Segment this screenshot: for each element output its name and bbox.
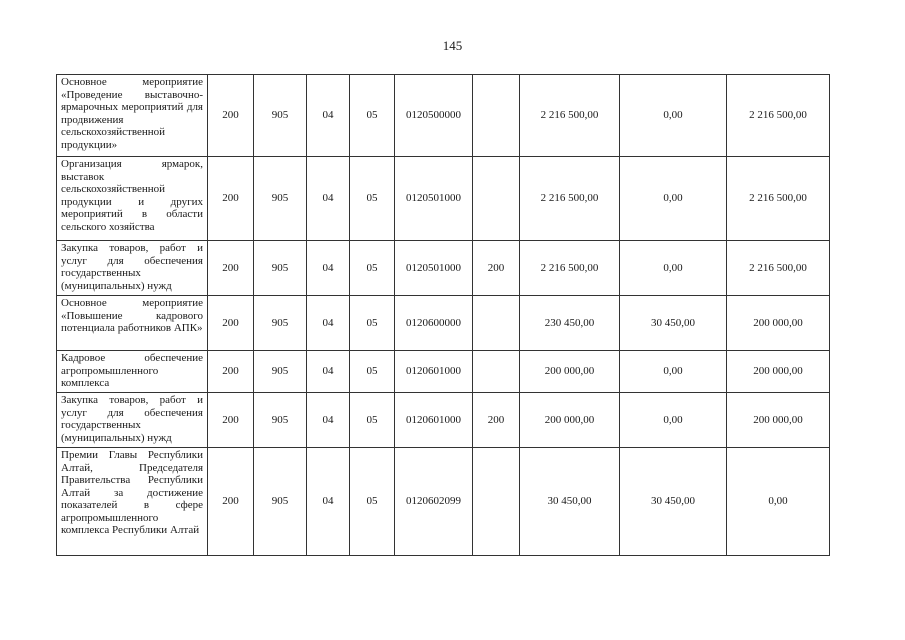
federal-amount-cell: 0,00	[620, 241, 727, 296]
regional-amount-cell: 2 216 500,00	[727, 75, 830, 157]
federal-amount-cell: 0,00	[620, 157, 727, 241]
admin-code-cell: 200	[208, 157, 254, 241]
admin-code-cell: 200	[208, 351, 254, 393]
expense-type-cell: 200	[473, 241, 520, 296]
section-code-cell: 04	[307, 75, 350, 157]
table-row	[57, 351, 830, 393]
expense-type-cell	[473, 157, 520, 241]
table-row	[57, 157, 830, 241]
table-row	[57, 393, 830, 448]
total-amount-cell: 30 450,00	[520, 448, 620, 556]
row-name-cell: Закупка товаров, работ и услуг для обеспечения государственных (муниципальных) нужд	[57, 393, 208, 448]
regional-amount-cell: 2 216 500,00	[727, 157, 830, 241]
subsection-code-cell: 05	[350, 241, 395, 296]
section-code-cell: 04	[307, 157, 350, 241]
total-amount-cell: 2 216 500,00	[520, 75, 620, 157]
target-code-cell: 0120601000	[395, 393, 473, 448]
section-code-cell: 04	[307, 393, 350, 448]
ministry-code-cell: 905	[254, 448, 307, 556]
federal-amount-cell: 0,00	[620, 393, 727, 448]
target-code-cell: 0120501000	[395, 241, 473, 296]
ministry-code-cell: 905	[254, 75, 307, 157]
regional-amount-cell: 2 216 500,00	[727, 241, 830, 296]
admin-code-cell: 200	[208, 448, 254, 556]
expense-type-cell: 200	[473, 393, 520, 448]
table-row	[57, 241, 830, 296]
table-row	[57, 448, 830, 556]
regional-amount-cell: 200 000,00	[727, 351, 830, 393]
section-code-cell: 04	[307, 296, 350, 351]
table-row	[57, 296, 830, 351]
target-code-cell: 0120602099	[395, 448, 473, 556]
regional-amount-cell: 0,00	[727, 448, 830, 556]
federal-amount-cell: 0,00	[620, 351, 727, 393]
row-name-cell: Основное мероприятие «Повышение кадрового потенциала работников АПК»	[57, 296, 208, 351]
admin-code-cell: 200	[208, 75, 254, 157]
target-code-cell: 0120500000	[395, 75, 473, 157]
row-name-cell: Кадровое обеспечение агропромышленного комплекса	[57, 351, 208, 393]
federal-amount-cell: 30 450,00	[620, 448, 727, 556]
total-amount-cell: 2 216 500,00	[520, 241, 620, 296]
subsection-code-cell: 05	[350, 157, 395, 241]
ministry-code-cell: 905	[254, 241, 307, 296]
federal-amount-cell: 0,00	[620, 75, 727, 157]
budget-table	[56, 74, 830, 556]
expense-type-cell	[473, 75, 520, 157]
table-row	[57, 75, 830, 157]
row-name-cell: Основное мероприятие «Проведение выставочно-ярмарочных мероприятий для продвижения сельскохозяйственной продукции»	[57, 75, 208, 157]
section-code-cell: 04	[307, 241, 350, 296]
subsection-code-cell: 05	[350, 448, 395, 556]
expense-type-cell	[473, 351, 520, 393]
section-code-cell: 04	[307, 448, 350, 556]
section-code-cell: 04	[307, 351, 350, 393]
row-name-cell: Организация ярмарок, выставок сельскохозяйственной продукции и других мероприятий в области сельского хозяйства	[57, 157, 208, 241]
total-amount-cell: 230 450,00	[520, 296, 620, 351]
admin-code-cell: 200	[208, 296, 254, 351]
expense-type-cell	[473, 296, 520, 351]
row-name-cell: Закупка товаров, работ и услуг для обеспечения государственных (муниципальных) нужд	[57, 241, 208, 296]
regional-amount-cell: 200 000,00	[727, 393, 830, 448]
subsection-code-cell: 05	[350, 296, 395, 351]
total-amount-cell: 2 216 500,00	[520, 157, 620, 241]
regional-amount-cell: 200 000,00	[727, 296, 830, 351]
ministry-code-cell: 905	[254, 351, 307, 393]
federal-amount-cell: 30 450,00	[620, 296, 727, 351]
subsection-code-cell: 05	[350, 351, 395, 393]
row-name-cell: Премии Главы Республики Алтай, Председателя Правительства Республики Алтай за достижение показателей в сфере агропромышленного комплекса Республики Алтай	[57, 448, 208, 556]
ministry-code-cell: 905	[254, 393, 307, 448]
total-amount-cell: 200 000,00	[520, 351, 620, 393]
admin-code-cell: 200	[208, 241, 254, 296]
subsection-code-cell: 05	[350, 393, 395, 448]
ministry-code-cell: 905	[254, 296, 307, 351]
ministry-code-cell: 905	[254, 157, 307, 241]
expense-type-cell	[473, 448, 520, 556]
total-amount-cell: 200 000,00	[520, 393, 620, 448]
admin-code-cell: 200	[208, 393, 254, 448]
subsection-code-cell: 05	[350, 75, 395, 157]
target-code-cell: 0120600000	[395, 296, 473, 351]
page-number: 145	[442, 38, 463, 53]
target-code-cell: 0120601000	[395, 351, 473, 393]
target-code-cell: 0120501000	[395, 157, 473, 241]
